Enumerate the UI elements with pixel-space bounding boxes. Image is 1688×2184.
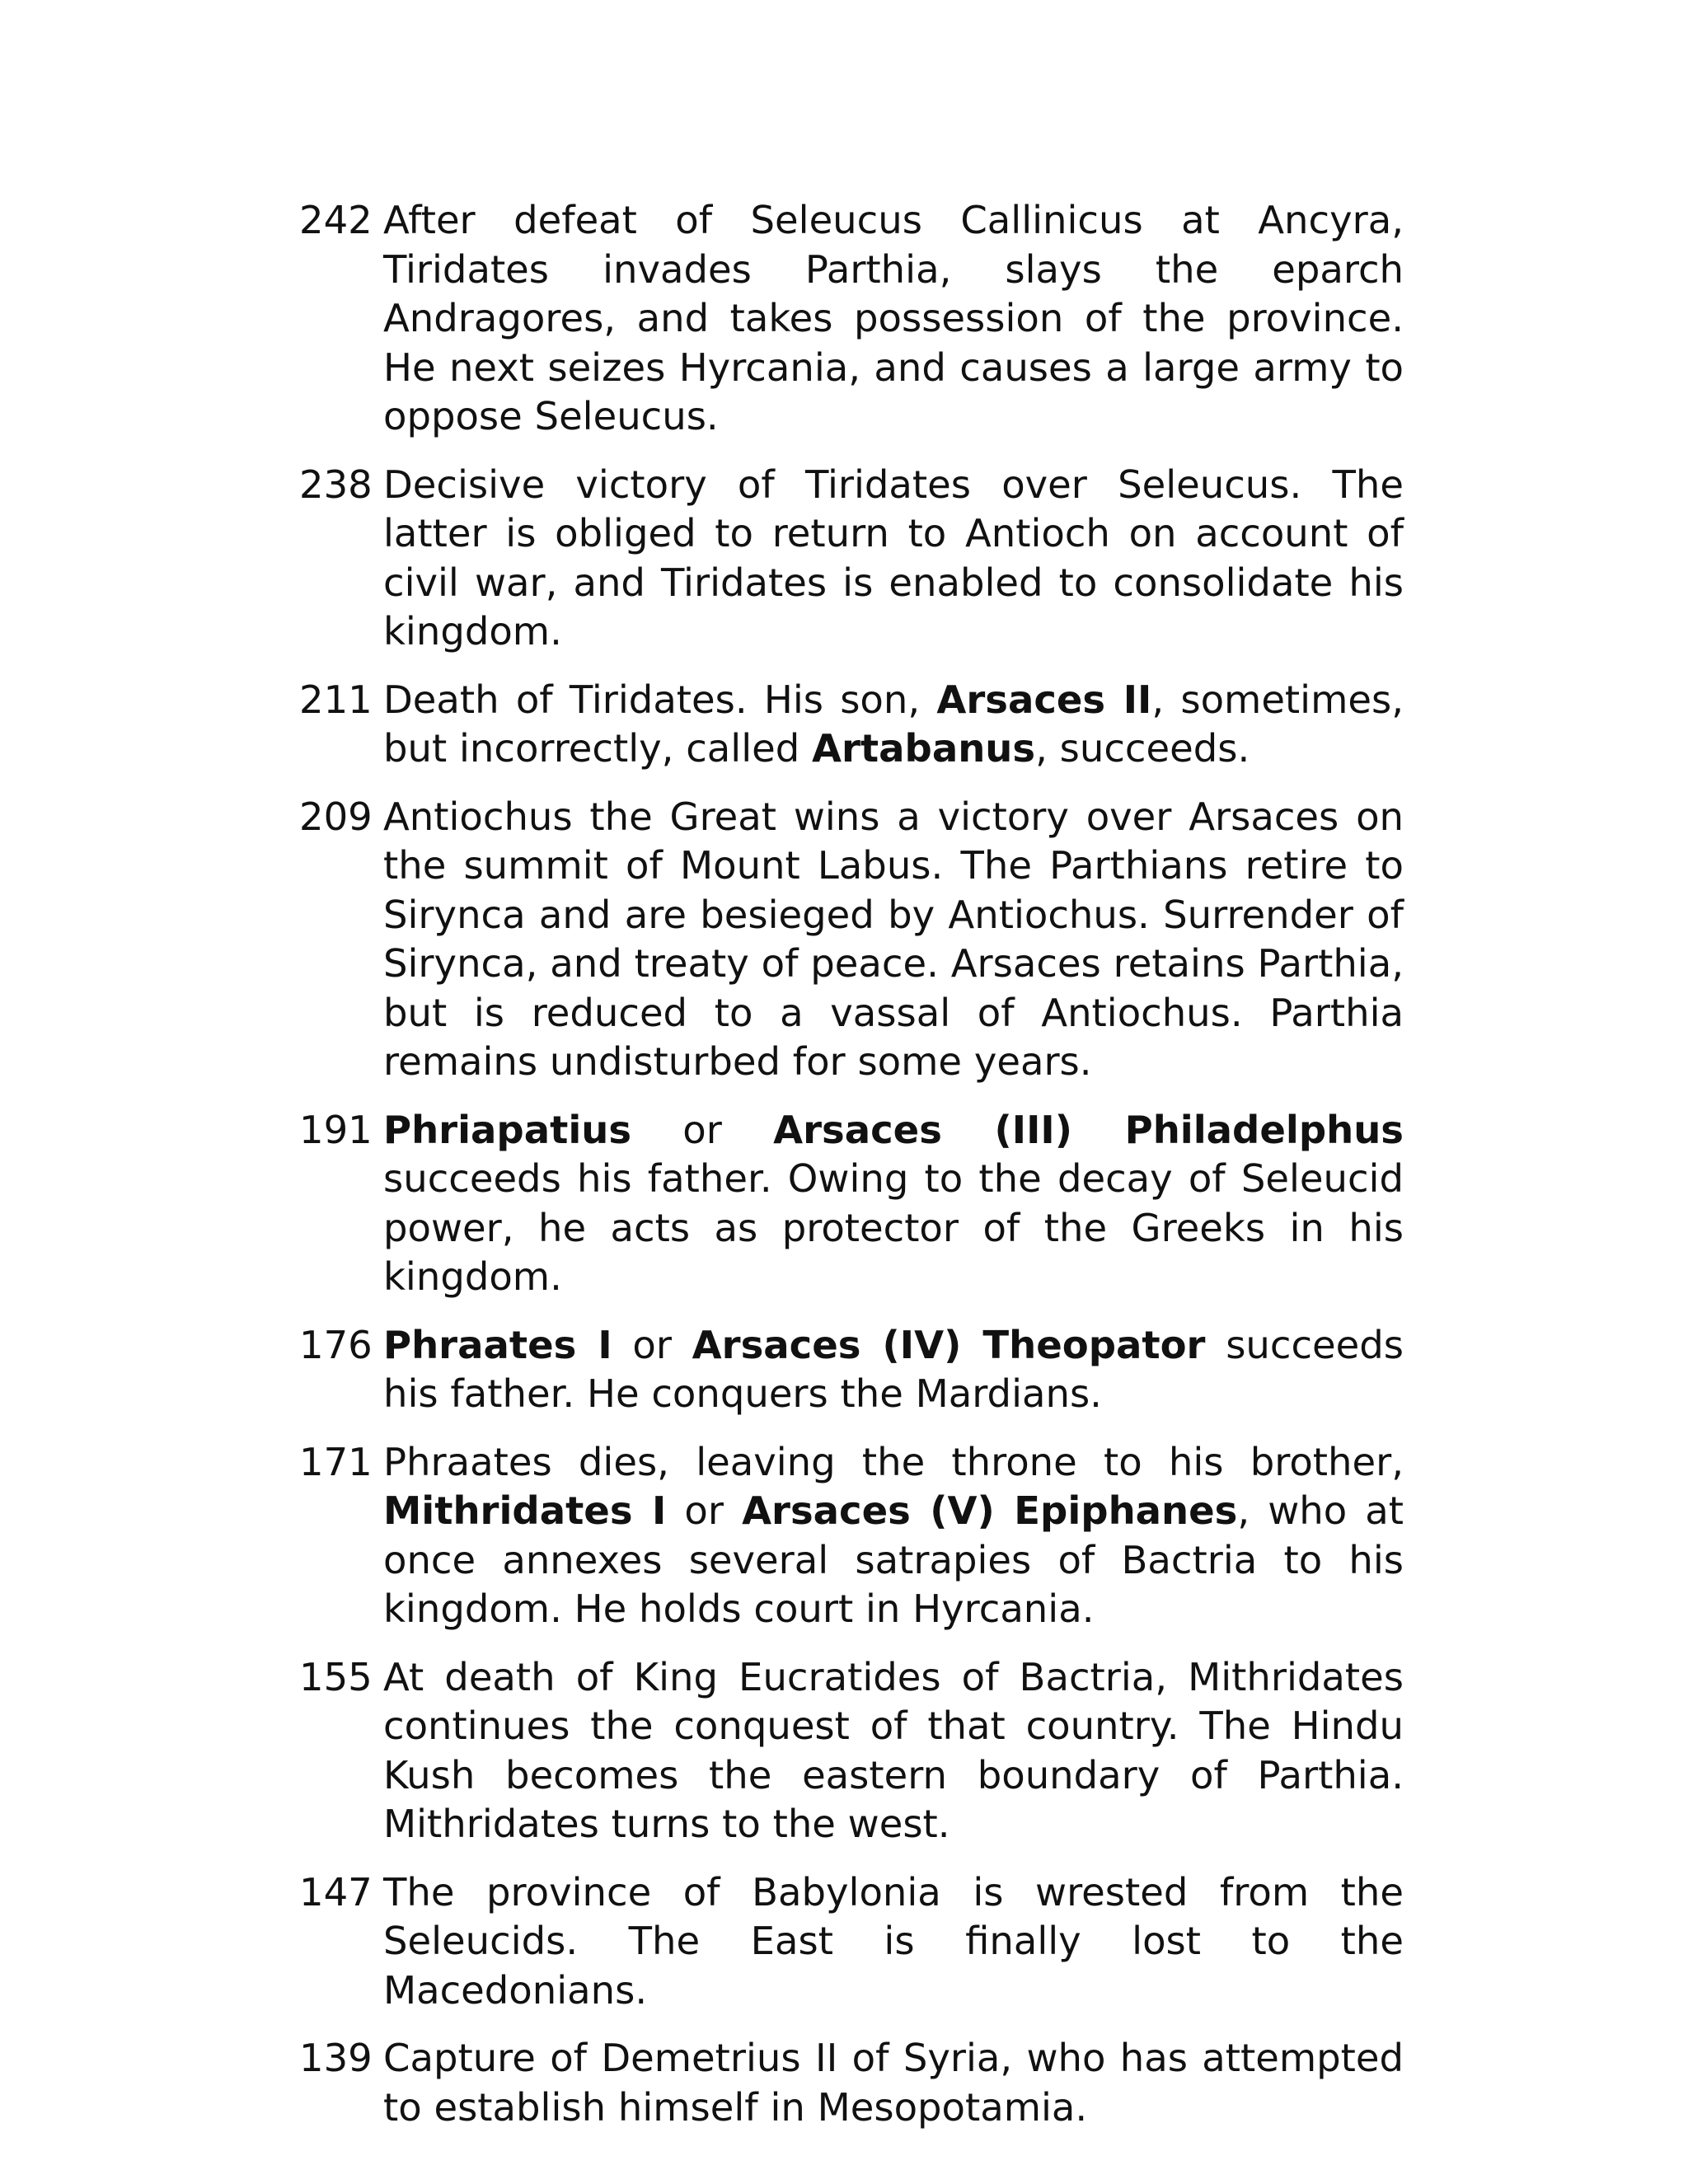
entry-text: At death of King Eucratides of Bactria, Mithridates continues the conquest of that country. The Hindu Kush becomes the eastern boundary of Parthia. Mithridates turns to the west. (383, 1654, 1404, 1846)
entry-name-bold: Phriapatius (383, 1107, 632, 1152)
chronology-list (299, 196, 1404, 2151)
entry-text: Phraates dies, leaving the throne to his brother, (383, 1439, 1404, 1484)
entry-text: or (666, 1488, 743, 1533)
entry-text: succeeds his father. Owing to the decay of Seleucid power, he acts as protector of the Greeks in his kingdom. (383, 1156, 1404, 1299)
entry-year: 139 (299, 2036, 373, 2080)
entry-text: Death of Tiridates. His son, (383, 677, 937, 722)
entry-name-bold: Arsaces (III) Philadelphus (773, 1107, 1404, 1152)
entry-text: Decisive victory of Tiridates over Seleucus. The latter is obliged to return to Antioch on account of civil war, and Tiridates is enabled to consolidate his kingdom. (383, 462, 1404, 654)
entry-year: 176 (299, 1322, 373, 1367)
entry-name-bold: Phraates I (383, 1322, 612, 1367)
chronology-entry (299, 1868, 1404, 2016)
entry-year: 171 (299, 1439, 373, 1484)
chronology-entry (299, 1106, 1404, 1302)
chronology-entry (299, 461, 1404, 657)
entry-text: or (612, 1322, 692, 1367)
chronology-entry (299, 1653, 1404, 1849)
entry-text: The province of Babylonia is wrested from the Seleucids. The East is finally lost to the Macedonians. (383, 1869, 1404, 2013)
chronology-entry (299, 1438, 1404, 1634)
chronology-entry (299, 2034, 1404, 2132)
entry-text: , sometimes, but incorrectly, called (383, 677, 1404, 771)
chronology-entry (299, 676, 1404, 774)
entry-name-bold: Mithridates I (383, 1488, 667, 1533)
entry-name-bold: Arsaces (IV) Theopator (692, 1322, 1206, 1367)
entry-text: succeeds his father. He conquers the Mardians. (383, 1322, 1404, 1416)
entry-text: , who at once annexes several satrapies of Bactria to his kingdom. He holds court in Hyrcania. (383, 1488, 1404, 1631)
entry-name-bold: Arsaces II (936, 677, 1152, 722)
chronology-entry (299, 196, 1404, 442)
entry-year: 238 (299, 462, 373, 507)
entry-text: or (631, 1107, 774, 1152)
chronology-entry (299, 793, 1404, 1087)
entry-year: 242 (299, 198, 373, 242)
entry-year: 191 (299, 1107, 373, 1152)
chronology-entry (299, 1321, 1404, 1419)
entry-text: Antiochus the Great wins a victory over Arsaces on the summit of Mount Labus. The Parthians retire to Sirynca and are besieged by Antiochus. Surrender of Sirynca, and treaty of peace. Arsaces retains Parthia, but is reduced to a vassal of Antiochus. Parthia remains undisturbed for some years. (383, 794, 1404, 1084)
entry-text: After defeat of Seleucus Callinicus at Ancyra, Tiridates invades Parthia, slays the eparch Andragores, and takes possession of the province. He next seizes Hyrcania, and causes a large army to oppose Seleucus. (383, 198, 1404, 438)
entry-year: 211 (299, 677, 373, 722)
entry-year: 147 (299, 1869, 373, 1915)
entry-text: Capture of Demetrius II of Syria, who has attempted to establish himself in Mesopotamia. (383, 2036, 1404, 2130)
entry-name-bold: Arsaces (V) Epiphanes (742, 1488, 1238, 1533)
entry-name-bold: Artabanus (812, 726, 1036, 771)
entry-year: 155 (299, 1654, 373, 1699)
entry-text: , succeeds. (1035, 726, 1250, 771)
entry-year: 209 (299, 794, 373, 839)
